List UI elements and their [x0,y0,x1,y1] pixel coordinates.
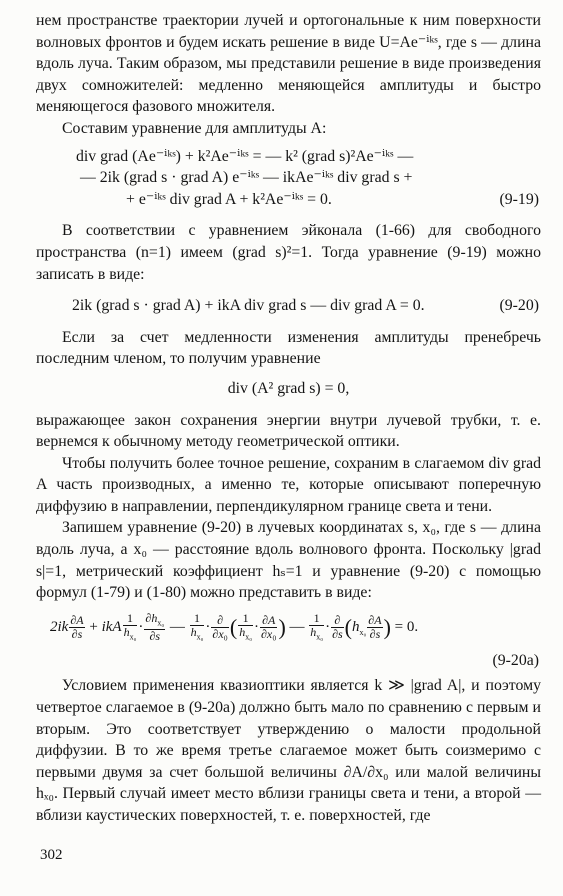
paragraph-energy: выражающее закон сохранения энергии внутри лучевой трубки, т. е. вернемся к обычному методу геометрической оптики. [36,411,541,451]
equation-9-20a [36,610,541,672]
paragraph-ray-coordinates: Запишем уравнение (9-20) в лучевых координатах s, x₀, где s — длина вдоль луча, а x₀ — расстояние вдоль волнового фронта. Поскольку |grad s|=1, метрический коэффициент hₛ=1 и уравнение (9-20) с помощью формул (1-79) и (1-80) можно представить в виде: [36,519,541,602]
equation-number-9-20a: (9-20a) [492,651,539,669]
equation-9-19-line-3 [36,189,541,211]
paragraph-eikonal: В соответствии с уравнением эйконала (1-66) для свободного пространства (n=1) имеем (grad s)²=1. Тогда уравнение (9-19) можно записать в виде: [36,222,541,283]
paragraph-intro: нем пространстве траектории лучей и ортогональные к ним поверхности волновых фронтов и будем искать решение в виде U=Ae⁻ⁱᵏˢ, где s — длина вдоль луча. Таким образом, мы представили решение в виде произведения двух сомножителей: медленно меняющейся амплитуды и быстро меняющегося фазового множителя. [36,12,541,116]
paragraph-neglect: Если за счет медленности изменения амплитуды пренебречь последним членом, то получим уравнение [36,328,541,368]
equation-9-19-line-2: — 2ik (grad s · grad A) e⁻ⁱᵏˢ — ikAe⁻ⁱᵏˢ div grad s + [80,169,413,187]
equation-number-9-20: (9-20) [499,297,539,315]
equation-conservation: div (A² grad s) = 0, [227,379,350,397]
equation-9-20-text: 2ik (grad s · grad A) + ikA div grad s — div grad A = 0. [72,297,425,315]
equation-9-19-line-1: div grad (Ae⁻ⁱᵏˢ) + k²Ae⁻ⁱᵏˢ = — k² (grad s)²Ae⁻ⁱᵏˢ — [76,147,414,165]
equation-number-9-19: (9-19) [499,190,539,208]
paragraph-quasioptics: Условием применения квазиоптики является k ≫ |grad A|, и поэтому четвертое слагаемое в (9-20a) должно быть мало по сравнению с первым и вторым. Это соответствует утверждению о малости продольной диффузии. В то же время третье слагаемое может быть соизмеримо с первыми двумя за счет большой величины ∂A/∂x₀ или малой величины hₓ₀. Первый случай имеет место вблизи границы света и тени, а второй — вблизи каустических поверхностей, т. е. поверхностей, где [36,677,541,824]
equation-9-19 [36,146,541,211]
paragraph-diffusion: Чтобы получить более точное решение, сохраним в слагаемом div grad A часть производных, а именно те, которые описывают поперечную диффузию в направлении, перпендикулярном границе света и тени. [36,454,541,515]
page-number: 302 [40,847,63,863]
equation-9-19-line-3-text: + e⁻ⁱᵏˢ div grad A + k²Ae⁻ⁱᵏˢ = 0. [126,190,332,208]
equation-9-20a-body: 2ik $\frac{\partial A}{\partial s}$ + ikA $\frac{1}{h_{x_0}}$ · $\frac{\partial h_{x_0}}{\partial s}$ — $\frac{1}{h_{x_0}}$ · $\frac{\partial}{\text{∂x₀}}$ ( $\frac{1}{h_{x_0}}$ · $\frac{\partial A}{\text{∂x₀}}$ ) — $\frac{1}{h_{x_0}}$ · $\frac{\partial}{\partial s}$ ($h_{x_0}$ $\frac{\partial A}{\partial s}$ ) = 0. [50,610,419,644]
paragraph-amplitude: Составим уравнение для амплитуды A: [62,119,327,137]
equation-9-20 [36,295,541,317]
